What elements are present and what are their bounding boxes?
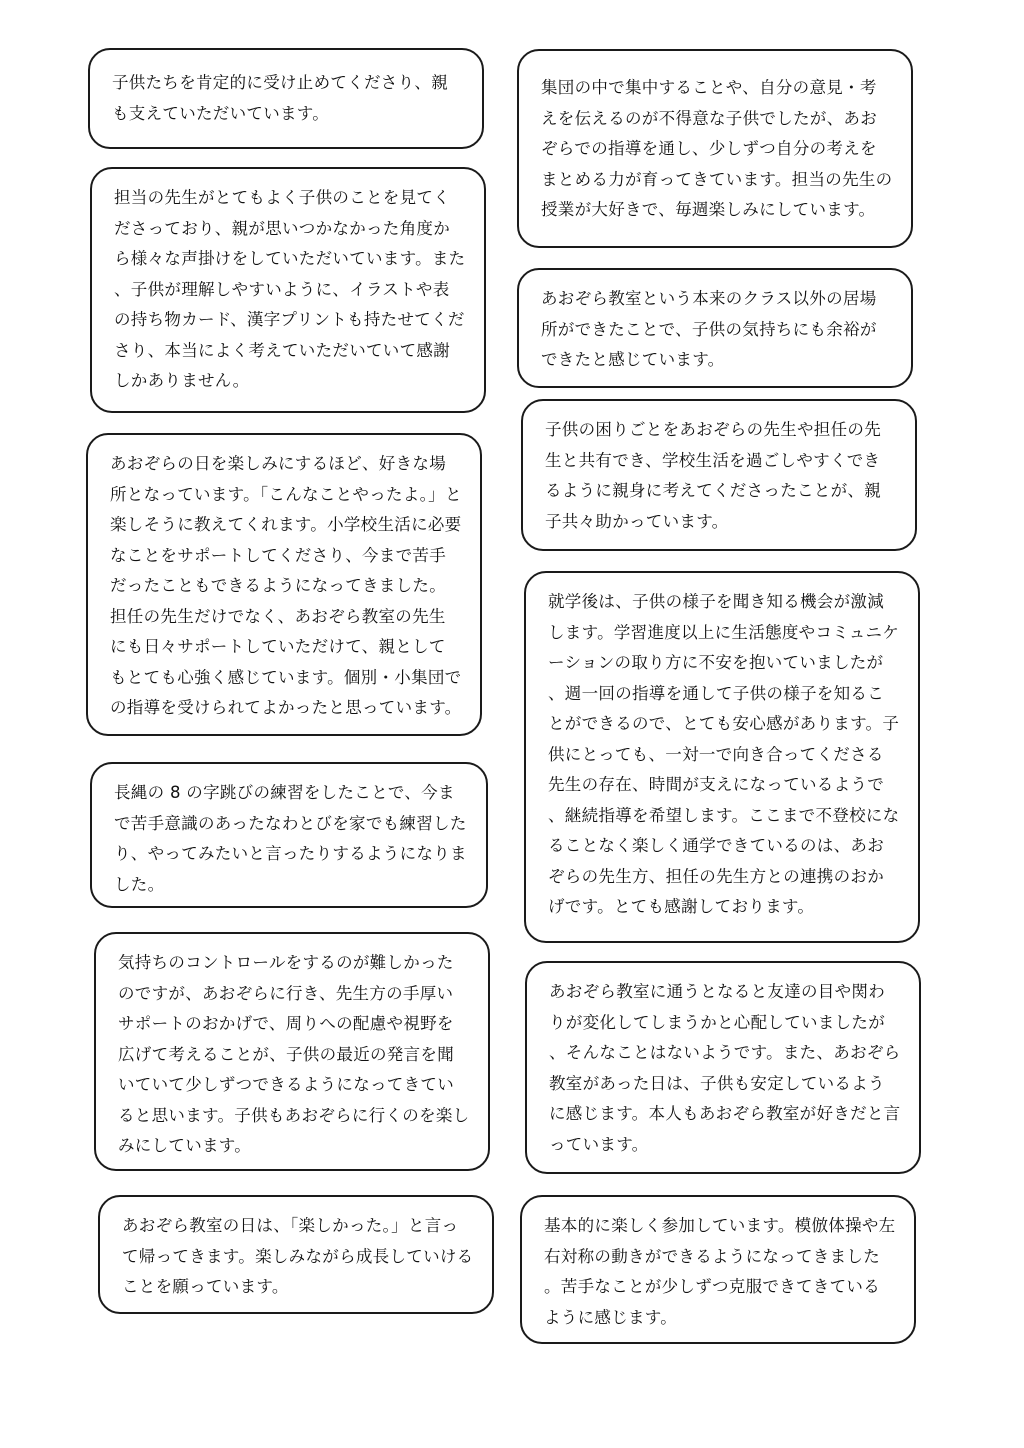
comment-text: 集団の中で集中することや、自分の意見・考えを伝えるのが不得意な子供でしたが、あおぞらでの指導を通し、少しずつ自分の考えをまとめる力が育ってきています。担当の先生の授業が大好きで、毎週楽しみにしています。 bbox=[541, 78, 893, 219]
comment-card-8 bbox=[517, 268, 913, 388]
comment-card-4 bbox=[90, 762, 488, 908]
comment-card-11 bbox=[525, 961, 921, 1174]
comment-text: 基本的に楽しく参加しています。模倣体操や左右対称の動きができるようになってきました。苦手なことが少しずつ克服できてきているように感じます。 bbox=[544, 1216, 896, 1327]
comment-text: 子供たちを肯定的に受け止めてくださり、親も支えていただいています。 bbox=[112, 73, 448, 123]
comment-card-1 bbox=[88, 48, 484, 149]
comment-card-2 bbox=[90, 167, 486, 413]
comment-text: あおぞら教室という本来のクラス以外の居場所ができたことで、子供の気持ちにも余裕ができたと感じています。 bbox=[541, 289, 877, 369]
comment-text: あおぞらの日を楽しみにするほど、好きな場所となっています。「こんなことやったよ。」と楽しそうに教えてくれます。小学校生活に必要なことをサポートしてくださり、今まで苦手だったこともできるようになってきました。担任の先生だけでなく、あおぞら教室の先生にも日々サポートしていただけて、親としてもとても心強く感じています。個別・小集団での指導を受けられてよかったと思っています。 bbox=[110, 454, 462, 717]
comment-text: 長縄の 8 の字跳びの練習をしたことで、今まで苦手意識のあったなわとびを家でも練習したり、やってみたいと言ったりするようになりました。 bbox=[114, 783, 467, 894]
comment-card-10 bbox=[524, 571, 920, 943]
comment-text: あおぞら教室に通うとなると友達の目や関わりが変化してしまうかと心配していましたが、そんなことはないようです。また、あおぞら教室があった日は、子供も安定しているように感じます。本人もあおぞら教室が好きだと言っています。 bbox=[549, 982, 901, 1154]
comment-text: 担当の先生がとてもよく子供のことを見てくださっており、親が思いつかなかった角度から様々な声掛けをしていただいています。また、子供が理解しやすいように、イラストや表の持ち物カード、漢字プリントも持たせてくださり、本当によく考えていただいていて感謝しかありません。 bbox=[114, 188, 466, 390]
comment-card-3 bbox=[86, 433, 482, 736]
comment-card-5 bbox=[94, 932, 490, 1171]
comment-text: あおぞら教室の日は、「楽しかった。」と言って帰ってきます。楽しみながら成長していけることを願っています。 bbox=[122, 1216, 474, 1296]
comment-text: 子供の困りごとをあおぞらの先生や担任の先生と共有でき、学校生活を過ごしやすくできるように親身に考えてくださったことが、親子共々助かっています。 bbox=[545, 420, 881, 531]
comment-text: 気持ちのコントロールをするのが難しかったのですが、あおぞらに行き、先生方の手厚いサポートのおかげで、周りへの配慮や視野を広げて考えることが、子供の最近の発言を聞いていて少しずつできるようになってきていると思います。子供もあおぞらに行くのを楽しみにしています。 bbox=[118, 953, 470, 1155]
comment-card-6 bbox=[98, 1195, 494, 1314]
comment-card-12 bbox=[520, 1195, 916, 1344]
comment-text: 就学後は、子供の様子を聞き知る機会が激減します。学習進度以上に生活態度やコミュニケーションの取り方に不安を抱いていましたが、週一回の指導を通して子供の様子を知ることができるので、とても安心感があります。子供にとっても、一対一で向き合ってくださる先生の存在、時間が支えになっているようで、継続指導を希望します。ここまで不登校になることなく楽しく通学できているのは、あおぞらの先生方、担任の先生方との連携のおかげです。とても感謝しております。 bbox=[548, 592, 900, 916]
comment-card-9 bbox=[521, 399, 917, 551]
comment-card-7 bbox=[517, 49, 913, 248]
